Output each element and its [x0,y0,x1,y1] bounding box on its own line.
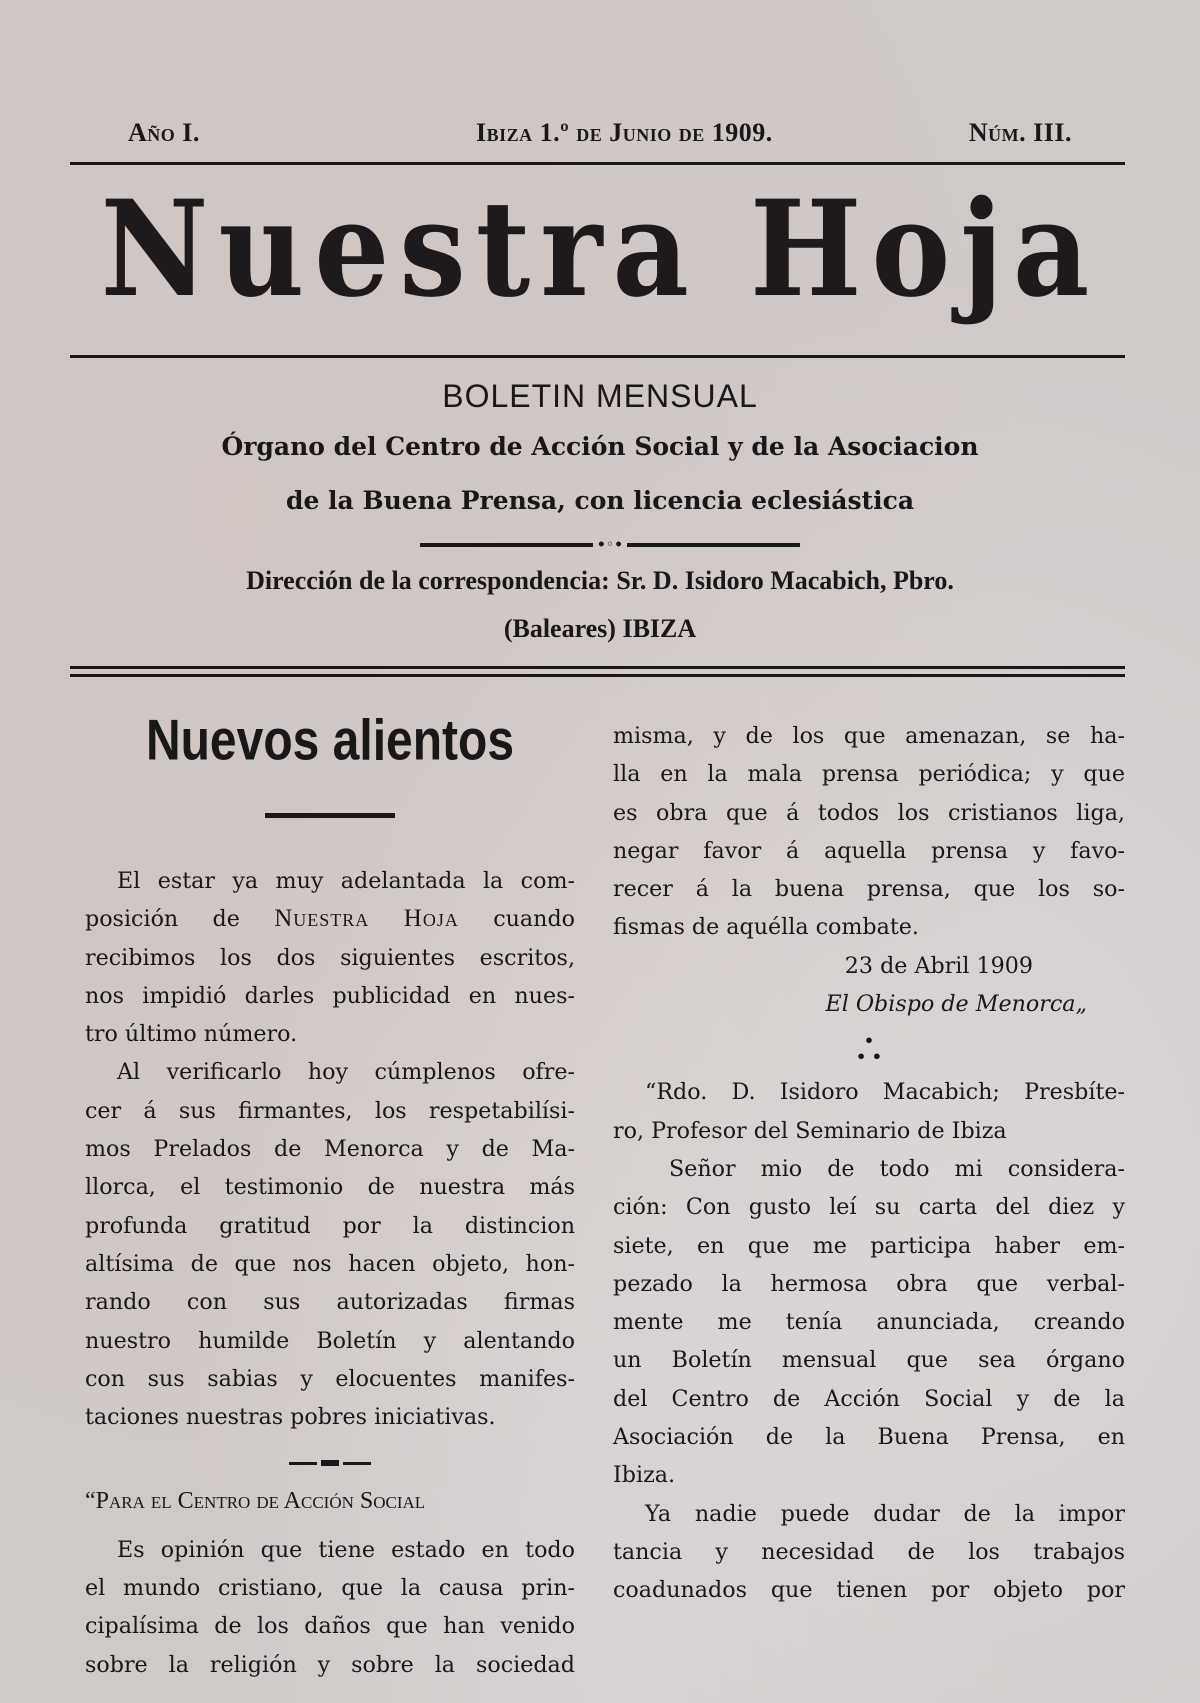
ornamental-divider [420,537,800,553]
double-rule-bottom [70,674,1125,677]
letter-paragraph-1: Es opinión que tiene estado en todo el mundo cristiano, que la causa prin- cipalísima de los daños que han venido sobre la religión y sobre la sociedad [85,1536,575,1678]
double-rule-top [70,666,1125,669]
ornament-knot-icon: •◦• [596,537,624,553]
ornament-bar-left [420,543,593,547]
second-letter-paragraph-2: Ya nadie puede dudar de la impor tancia y necesidad de los trabajos coadunados que tienen por objeto por [613,1500,1125,1604]
correspondence-location: (Baleares) IBIZA [503,614,697,643]
volume-year: Año I. [128,118,200,147]
three-dots-separator-icon: • • • [855,1031,883,1067]
section-separator [289,1460,371,1466]
newspaper-title: Nuestra Hoja [100,170,1100,327]
issue-number: Núm. III. [968,118,1072,147]
letter-date: 23 de Abril 1909 [844,952,1033,979]
publication-name: Nuestra Hoja [274,905,459,933]
article-title: Nuevos alientos [145,709,515,773]
subtitle-organ: Órgano del Centro de Acción Social y de la Asociacion [221,432,979,461]
dateline: Ibiza 1.º de Junio de 1909. [476,118,773,147]
article-column-left [85,709,575,1684]
masthead-rule-bottom [70,355,1125,358]
letter-heading: “Para el Centro de Acción Social [85,1488,426,1515]
subtitle-bulletin: BOLETIN MENSUAL [442,378,758,414]
article-column-right [613,717,1125,1610]
article-title-rule [265,813,395,818]
second-letter-address: “Rdo. D. Isidoro Macabich; Presbíte- ro, Profesor del Seminario de Ibiza [613,1079,1125,1144]
masthead-row [128,118,1072,152]
second-letter-paragraph-1: Señor mio de todo mi considera- ción: Con gusto leí su carta del diez y siete, en que me participa haber em- pezado la hermosa obra que verbal- mente me tenía anunciada, creando un Boletín mensual que sea órgano del Centro de Acción Social y de la Asociación de la Buena Prensa, en Ibiza. [613,1155,1125,1489]
article-paragraph-2: Al verificarlo hoy cúmplenos ofre- cer á sus firmantes, los respetabilísi- mos Prelados de Menorca y de Ma- llorca, el testimonio de nuestra más profunda gratitud por la distincion altísima de que nos hacen objeto, hon- rando con sus autorizadas firmas nuestro humilde Boletín y alentando con sus sabias y elocuentes manifes- taciones nuestras pobres iniciativas. [85,1059,575,1431]
subtitle-license: de la Buena Prensa, con licencia eclesiástica [285,486,915,515]
article-paragraph-1: El estar ya muy adelantada la com- posición de Nuestra Hoja cuando recibimos los dos siguientes escritos, nos impidió darles publicidad en nues- tro último número. [85,868,575,1048]
letter-signature: El Obispo de Menorca„ [825,991,1087,1018]
letter-paragraph-continued: misma, y de los que amenazan, se ha- lla en la mala prensa periódica; y que es obra que á todos los cristianos liga, negar favor á aquella prensa y favo- recer á la buena prensa, que los so- fismas de aquélla combate. [613,723,1125,941]
ornament-bar-right [627,543,800,547]
correspondence-address: Dirección de la correspondencia: Sr. D. Isidoro Macabich, Pbro. [246,566,954,595]
